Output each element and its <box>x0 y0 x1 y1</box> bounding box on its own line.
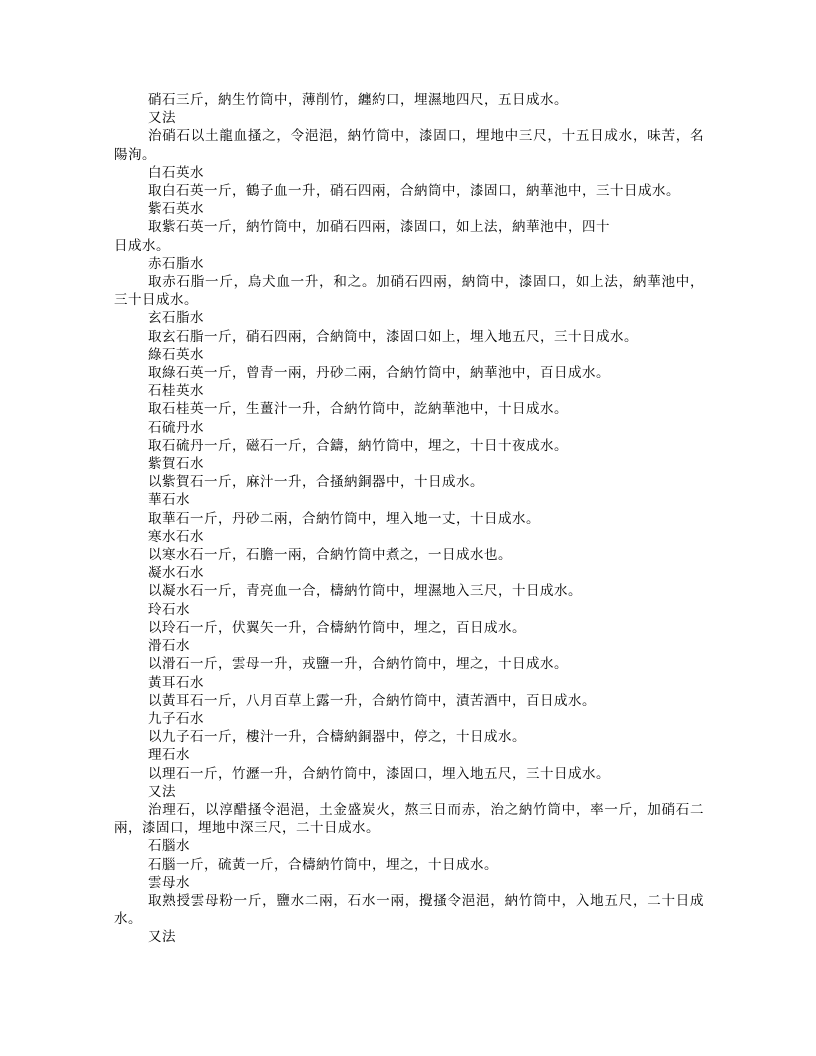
text-line: 以黃耳石一斤，八月百草上露一升，合納竹筒中，漬苦酒中，百日成水。 <box>148 692 596 709</box>
section-heading: 雲母水 <box>148 874 190 891</box>
section-heading: 玲石水 <box>148 601 190 618</box>
section-heading: 赤石脂水 <box>148 255 204 272</box>
text-line: 以凝水石一斤，青亮血一合，檮納竹筒中，埋濕地入三尺，十日成水。 <box>148 583 582 600</box>
section-heading: 凝水石水 <box>148 565 204 582</box>
text-paragraph: 取熟授雲母粉一斤，鹽水二兩，石水一兩，攪搔令浥浥，納竹筒中，入地五尺，二十日成水。 <box>114 892 704 928</box>
text-line: 以理石一斤，竹瀝一升，合納竹筒中，漆固口，埋入地五尺，三十日成水。 <box>148 765 610 782</box>
text-line: 取石桂英一斤，生薑汁一升，合納竹筒中，訖納華池中，十日成水。 <box>148 401 568 418</box>
text-paragraph: 取赤石脂一斤，烏犬血一升，和之。加硝石四兩，納筒中，漆固口，如上法，納華池中，三十日成水。 <box>114 274 704 309</box>
section-heading: 華石水 <box>148 492 190 509</box>
section-heading: 石硫丹水 <box>148 419 204 436</box>
text-line: 以玲石一斤，伏翼矢一升，合檮納竹筒中，埋之，百日成水。 <box>148 619 526 636</box>
section-heading: 紫賀石水 <box>148 456 204 473</box>
text-line: 以紫賀石一斤，麻汁一升，合搔納銅器中，十日成水。 <box>148 474 484 491</box>
section-heading: 白石英水 <box>148 164 204 181</box>
section-heading: 綠石英水 <box>148 346 204 363</box>
section-heading: 理石水 <box>148 747 190 764</box>
section-heading: 滑石水 <box>148 638 190 655</box>
text-line: 石腦一斤，硫黃一斤，合檮納竹筒中，埋之，十日成水。 <box>148 856 498 873</box>
section-heading: 紫石英水 <box>148 201 204 218</box>
text-line: 取玄石脂一斤，硝石四兩，合納筒中，漆固口如上，埋入地五尺，三十日成水。 <box>148 328 638 345</box>
section-heading: 石桂英水 <box>148 383 204 400</box>
section-heading: 黃耳石水 <box>148 674 204 691</box>
document-page <box>114 91 704 947</box>
section-heading: 九子石水 <box>148 710 204 727</box>
text-line: 以九子石一斤，樓汁一升，合檮納銅器中，停之，十日成水。 <box>148 729 526 746</box>
section-heading: 又法 <box>148 110 176 127</box>
section-heading: 玄石脂水 <box>148 310 204 327</box>
text-paragraph: 治硝石以土龍血搔之，令浥浥，納竹筒中，漆固口，埋地中三尺，十五日成水，味苦，名陽洵。 <box>114 128 704 163</box>
section-heading: 石腦水 <box>148 838 190 855</box>
text-line: 取紫石英一斤，納竹筒中，加硝石四兩，漆固口，如上法，納華池中，四十 <box>148 219 610 236</box>
text-line: 日成水。 <box>114 237 170 254</box>
text-line: 取綠石英一斤，曾青一兩，丹砂二兩，合納竹筒中，納華池中，百日成水。 <box>148 365 610 382</box>
text-line: 取石硫丹一斤，磁石一斤，合鑄，納竹筒中，埋之，十日十夜成水。 <box>148 437 568 454</box>
section-heading: 又法 <box>148 929 176 946</box>
section-heading: 寒水石水 <box>148 528 204 545</box>
text-line: 以滑石一斤，雲母一升，戎鹽一升，合納竹筒中，埋之，十日成水。 <box>148 656 568 673</box>
section-heading: 又法 <box>148 783 176 800</box>
text-line: 硝石三斤，納生竹筒中，薄削竹，纏約口，埋濕地四尺，五日成水。 <box>148 92 568 108</box>
text-line: 取華石一斤，丹砂二兩，合納竹筒中，埋入地一丈，十日成水。 <box>148 510 540 527</box>
text-line: 以寒水石一斤，石膽一兩，合納竹筒中煮之，一日成水也。 <box>148 547 512 564</box>
text-paragraph: 治理石，以淳醋搔令浥浥，土金盛炭火，熬三日而赤，治之納竹筒中，率一斤，加硝石二兩，漆固口，埋地中深三尺，二十日成水。 <box>114 801 704 837</box>
text-line: 取白石英一斤，鶴子血一升，硝石四兩，合納筒中，漆固口，納華池中，三十日成水。 <box>148 183 680 200</box>
